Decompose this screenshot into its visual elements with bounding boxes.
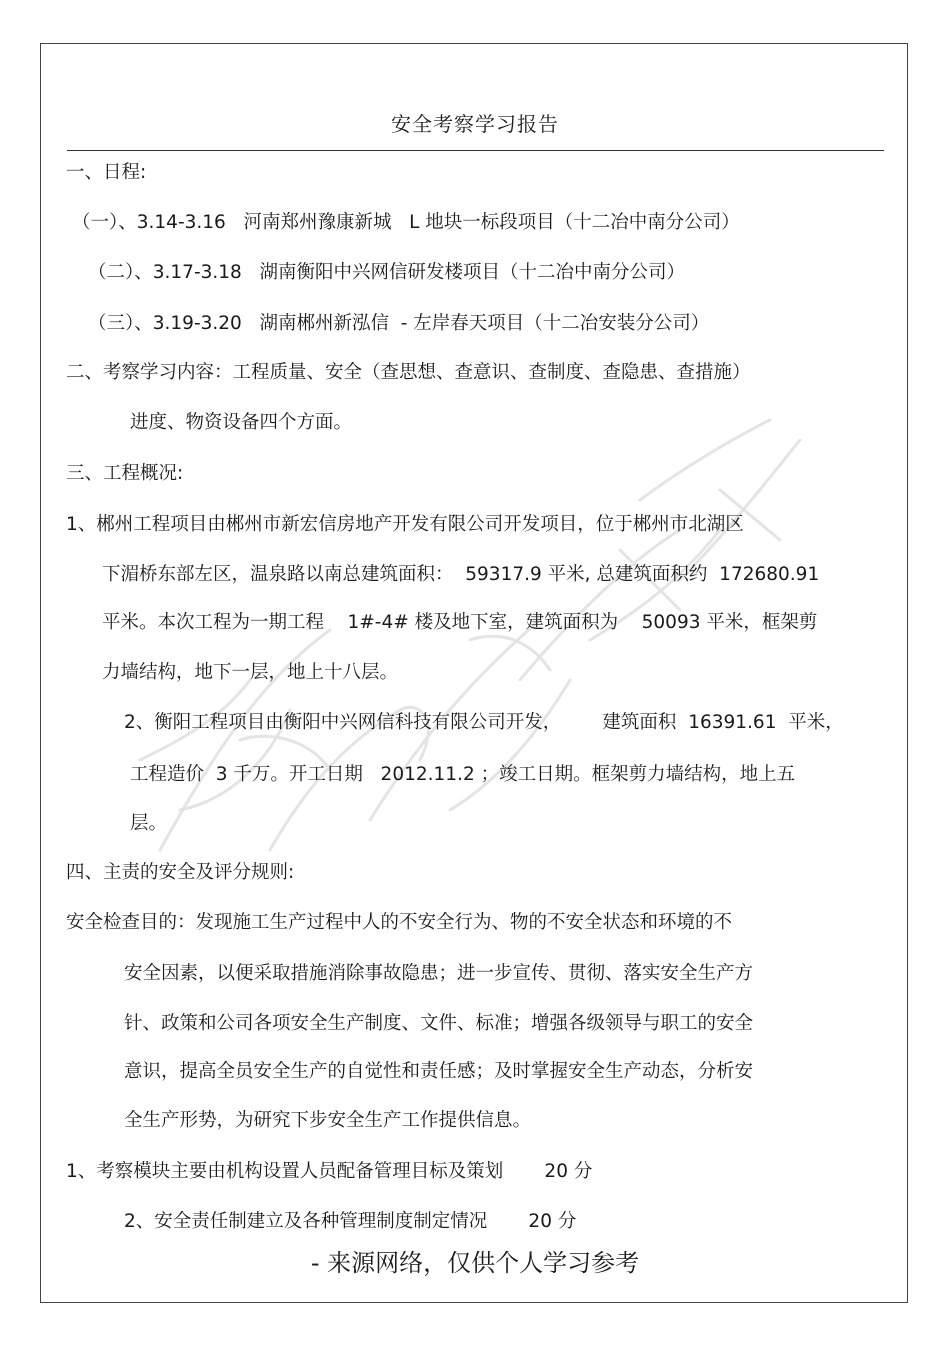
schedule-item-1: （一）、3.14-3.16 河南郑州豫康新城 L 地块一标段项目（十二冶中南分公司） (72, 212, 740, 233)
document-title: 安全考察学习报告 (391, 112, 559, 136)
overview-item-2-line-3: 层。 (130, 813, 168, 834)
overview-item-1-line-1: 1、郴州工程项目由郴州市新宏信房地产开发有限公司开发项目，位于郴州市北湖区 (66, 514, 744, 535)
rules-paragraph-line-4: 意识，提高全员安全生产的自觉性和责任感；及时掌握安全生产动态，分析安 (124, 1061, 754, 1082)
rules-paragraph-line-3: 针、政策和公司各项安全生产制度、文件、标准；增强各级领导与职工的安全 (124, 1013, 754, 1034)
rules-paragraph-line-2: 安全因素，以便采取措施消除事故隐患；进一步宣传、贯彻、落实安全生产方 (124, 963, 754, 984)
rules-paragraph-line-1: 安全检查目的：发现施工生产过程中人的不安全行为、物的不安全状态和环境的不 (66, 912, 733, 933)
overview-item-2-line-2: 工程造价 3 千万。开工日期 2012.11.2 ；竣工日期。框架剪力墙结构，地上五 (130, 764, 796, 785)
overview-item-2-line-1: 2、衡阳工程项目由衡阳中兴网信科技有限公司开发， 建筑面积 16391.61 平米， (124, 712, 844, 733)
score-item-1: 1、考察模块主要由机构设置人员配备管理目标及策划 20 分 (66, 1161, 593, 1182)
score-item-2: 2、安全责任制建立及各种管理制度制定情况 20 分 (124, 1211, 577, 1232)
overview-item-1-line-3: 平米。本次工程为一期工程 1#-4# 楼及地下室，建筑面积为 50093 平米，框架剪 (102, 612, 818, 633)
schedule-item-2: （二）、3.17-3.18 湖南衡阳中兴网信研发楼项目（十二冶中南分公司） (88, 262, 685, 283)
content-continuation: 进度、物资设备四个方面。 (130, 412, 353, 433)
schedule-item-3: （三）、3.19-3.20 湖南郴州新泓信 - 左岸春天项目（十二冶安装分公司） (88, 313, 710, 334)
section-heading-overview: 三、工程概况: (66, 463, 184, 484)
section-heading-rules: 四、主责的安全及评分规则: (66, 862, 295, 883)
section-heading-schedule: 一、日程: (66, 162, 147, 183)
overview-item-1-line-2: 下湄桥东部左区，温泉路以南总建筑面积： 59317.9 平米, 总建筑面积约 172680.91 (102, 564, 820, 585)
title-divider (67, 150, 884, 151)
overview-item-1-line-4: 力墙结构，地下一层，地上十八层。 (102, 662, 399, 683)
rules-paragraph-line-5: 全生产形势，为研究下步安全生产工作提供信息。 (124, 1110, 532, 1131)
footer-note: - 来源网络，仅供个人学习参考 (310, 1249, 640, 1277)
section-heading-content: 二、考察学习内容：工程质量、安全（查思想、查意识、查制度、查隐患、查措施） (66, 362, 751, 383)
